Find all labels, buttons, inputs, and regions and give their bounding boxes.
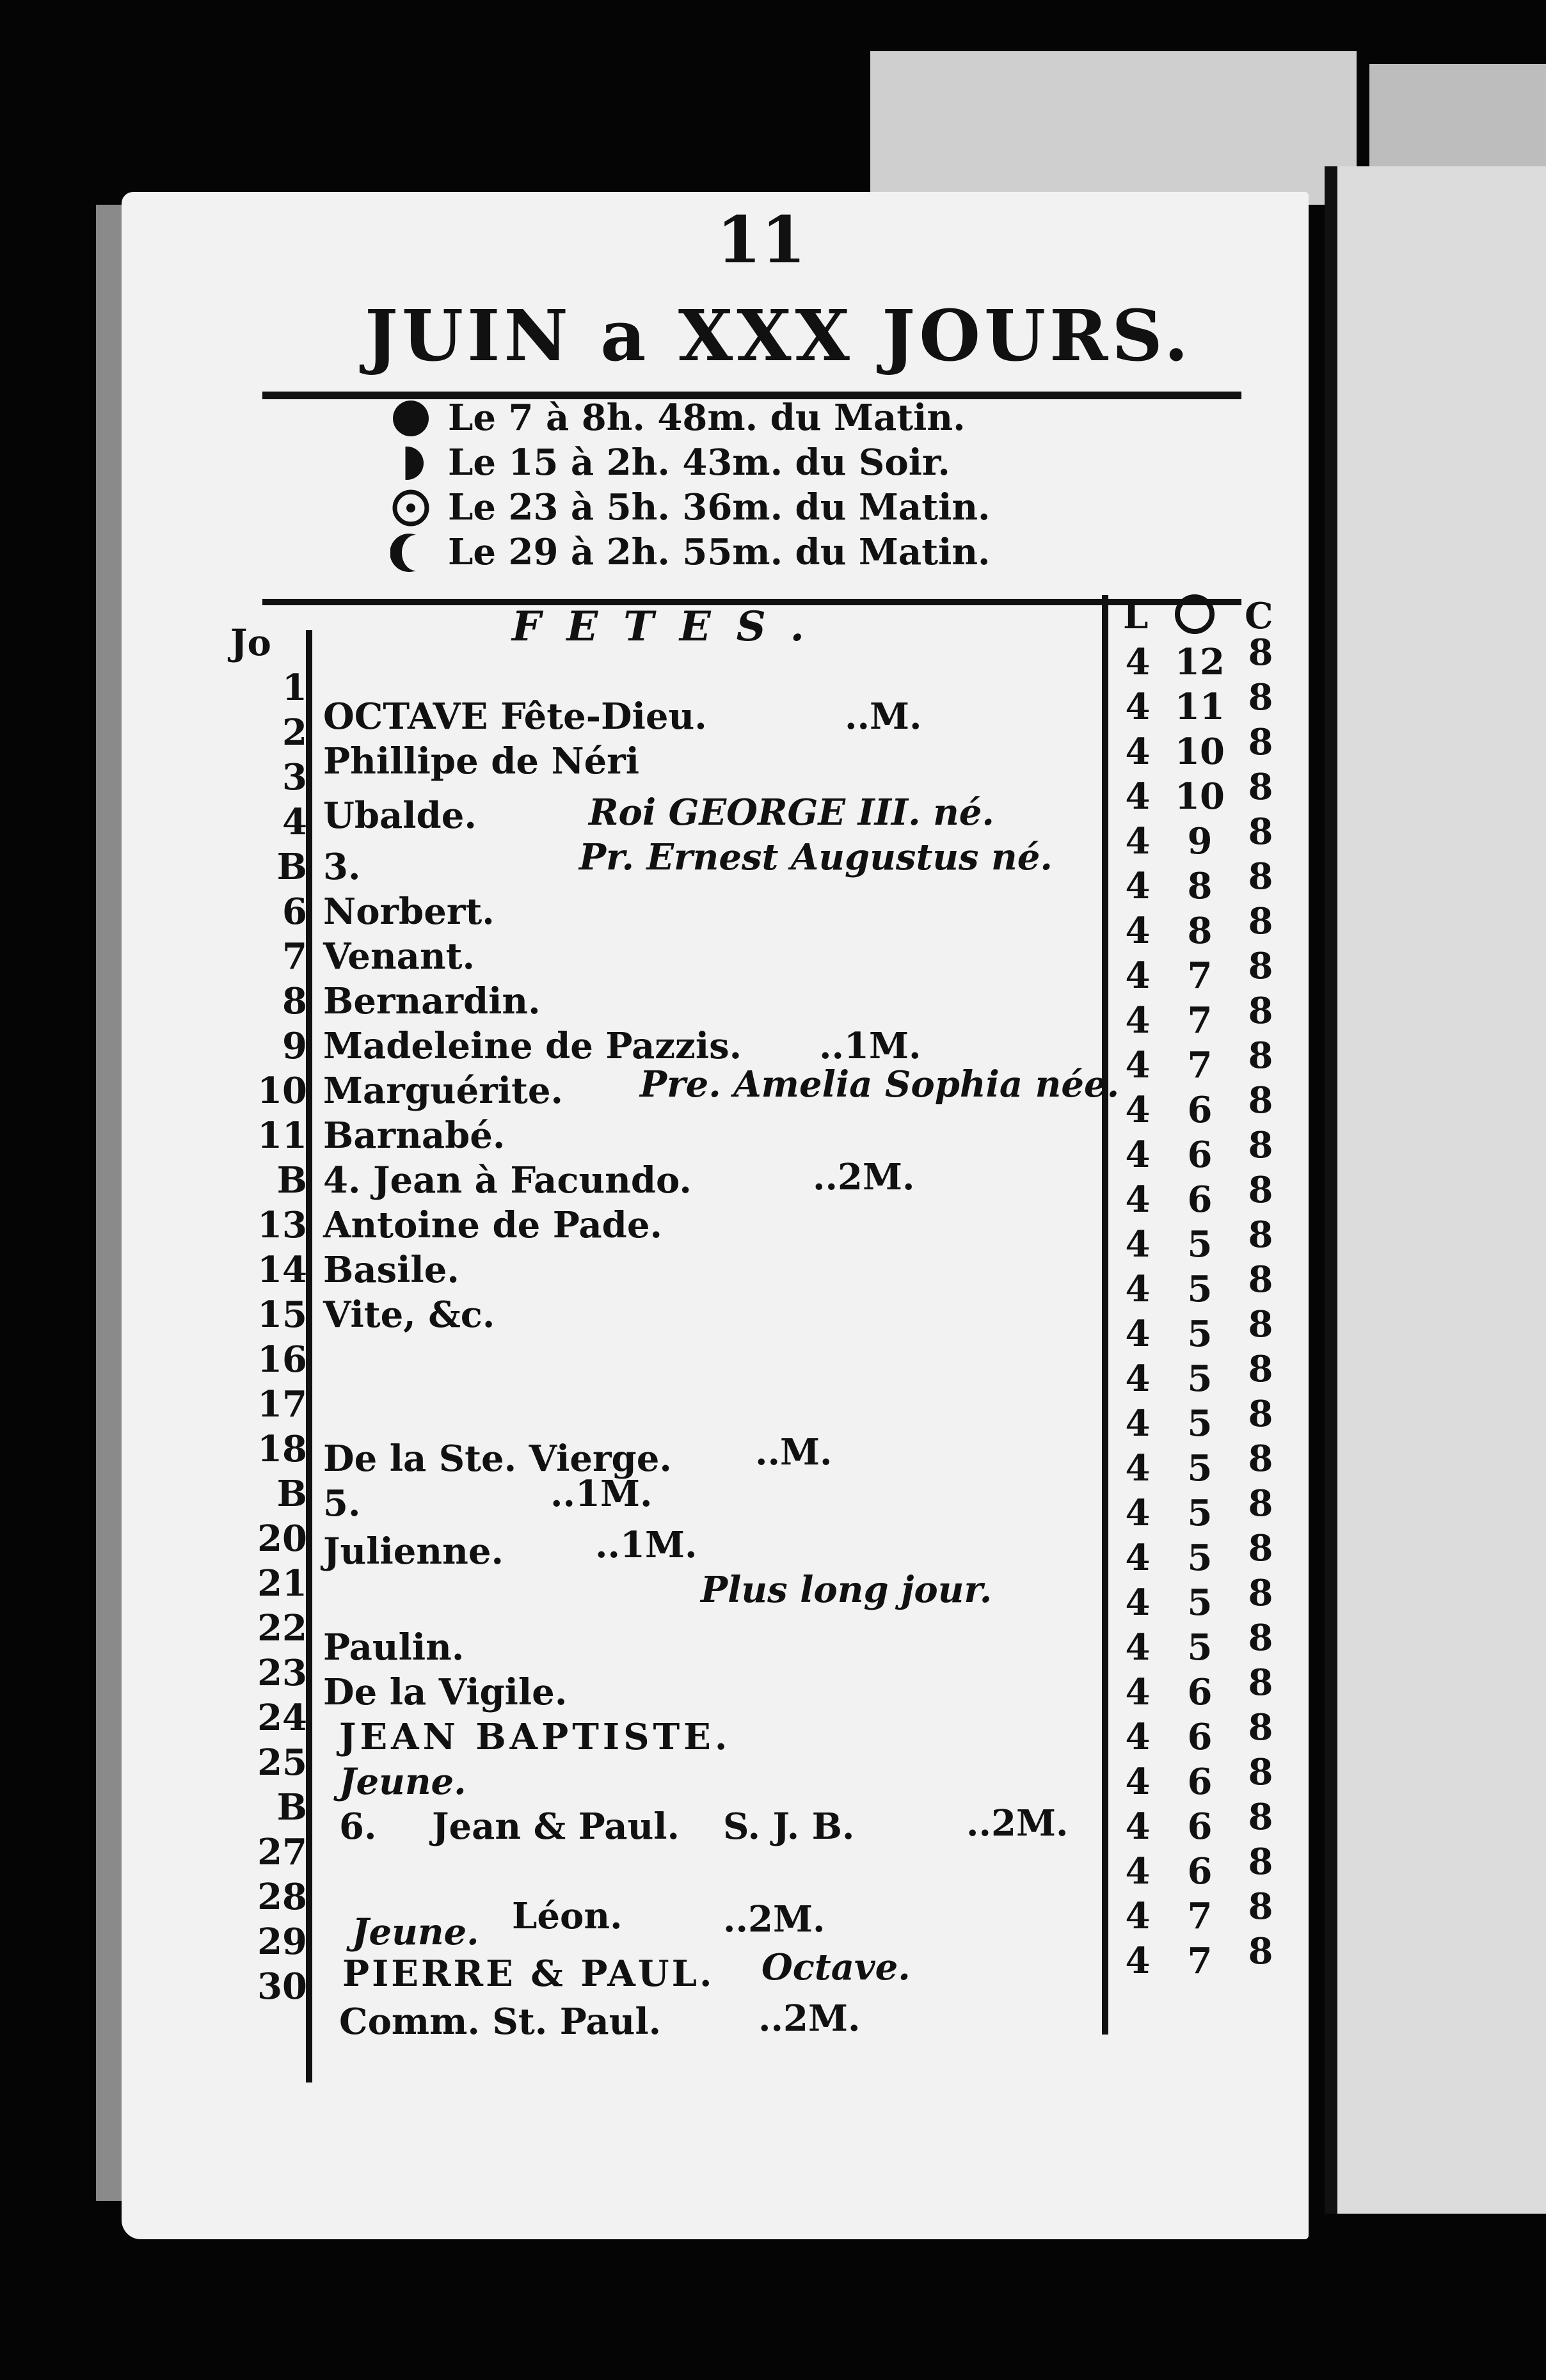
l-value: 4 [1125, 1761, 1151, 1803]
c-value: 8 [1248, 1258, 1273, 1301]
day-number: 27 [257, 1831, 307, 1873]
sun-value: 7 [1187, 1044, 1213, 1086]
day-number: 10 [257, 1070, 307, 1112]
l-value: 4 [1125, 1313, 1151, 1355]
l-value: 4 [1125, 775, 1151, 818]
fete-entry: Phillipe de Néri [323, 740, 640, 782]
mass-note: ..2M. [813, 1156, 915, 1198]
sun-value: 5 [1187, 1358, 1213, 1400]
sun-value: 7 [1187, 1940, 1213, 1982]
moon-phase-text: Le 7 à 8h. 48m. du Matin. [448, 397, 966, 439]
fete-entry: Julienne. [323, 1530, 504, 1573]
facing-page-edge [1337, 166, 1546, 2214]
sun-value: 5 [1187, 1313, 1213, 1355]
day-number: 7 [282, 935, 307, 978]
fete-entry: De la Ste. Vierge. [323, 1438, 672, 1480]
c-value: 8 [1248, 1169, 1273, 1211]
fast-note: Jeune. [339, 1761, 466, 1803]
sunday-number: 3. [323, 846, 361, 888]
l-value: 4 [1125, 1044, 1151, 1086]
day-number: 16 [257, 1338, 307, 1381]
day-number: 1 [282, 667, 307, 709]
sun-value: 7 [1187, 999, 1213, 1042]
day-number: 23 [257, 1652, 307, 1694]
l-value: 4 [1125, 1805, 1151, 1848]
c-value: 8 [1248, 900, 1273, 942]
l-value: 4 [1125, 1178, 1151, 1221]
royal-note: Pr. Ernest Augustus né. [579, 836, 1053, 878]
day-number: 4 [282, 801, 307, 843]
day-number: 18 [257, 1428, 307, 1470]
day-number: 11 [257, 1115, 307, 1157]
l-value: 4 [1125, 1895, 1151, 1937]
day-number: B [276, 1786, 307, 1829]
last-quarter-icon [390, 532, 431, 573]
c-column-header: C [1245, 595, 1273, 637]
first-quarter-icon [390, 443, 431, 484]
sun-value: 5 [1187, 1447, 1213, 1489]
sun-value: 5 [1187, 1626, 1213, 1669]
c-value: 8 [1248, 676, 1273, 718]
c-value: 8 [1248, 1572, 1273, 1614]
l-value: 4 [1125, 1358, 1151, 1400]
day-number: 30 [257, 1965, 307, 2008]
sun-icon [1172, 592, 1217, 637]
sun-value: 12 [1175, 641, 1225, 683]
fete-entry: Bernardin. [323, 980, 541, 1022]
day-number: 29 [257, 1921, 307, 1963]
sun-value: 9 [1187, 820, 1213, 862]
day-number: 15 [257, 1294, 307, 1336]
day-number: 20 [257, 1518, 307, 1560]
fete-entry: 4. Jean à Facundo. [323, 1159, 692, 1202]
c-value: 8 [1248, 945, 1273, 987]
fast-note: Jeune. [352, 1911, 479, 1953]
l-value: 4 [1125, 1716, 1151, 1758]
l-value: 4 [1125, 999, 1151, 1042]
sun-value: 5 [1187, 1492, 1213, 1534]
sun-value: 5 [1187, 1537, 1213, 1579]
royal-note: Pre. Amelia Sophia née. [640, 1063, 1120, 1106]
page-number: 11 [717, 202, 806, 278]
fete-note: S. J. B. [723, 1805, 855, 1848]
c-value: 8 [1248, 1035, 1273, 1077]
l-value: 4 [1125, 1089, 1151, 1131]
moon-phase-row [448, 395, 1088, 440]
day-number: 14 [257, 1249, 307, 1291]
l-value: 4 [1125, 1537, 1151, 1579]
fete-entry: Madeleine de Pazzis. [323, 1025, 742, 1067]
c-value: 8 [1248, 1303, 1273, 1345]
l-value: 4 [1125, 955, 1151, 997]
fete-entry: Léon. [512, 1895, 623, 1937]
l-value: 4 [1125, 1671, 1151, 1713]
day-number: 25 [257, 1741, 307, 1784]
sun-value: 5 [1187, 1223, 1213, 1265]
moon-phase-text: Le 23 à 5h. 36m. du Matin. [448, 486, 991, 528]
c-value: 8 [1248, 1214, 1273, 1256]
full-moon-icon [390, 488, 431, 528]
l-value: 4 [1125, 1940, 1151, 1982]
sun-value: 8 [1187, 865, 1213, 907]
l-value: 4 [1125, 641, 1151, 683]
day-column-header: Jo [230, 622, 271, 664]
mass-note: ..2M. [966, 1802, 1069, 1844]
c-value: 8 [1248, 1393, 1273, 1435]
l-value: 4 [1125, 1134, 1151, 1176]
c-value: 8 [1248, 1079, 1273, 1122]
fete-entry: Antoine de Pade. [323, 1204, 662, 1246]
l-value: 4 [1125, 731, 1151, 773]
fete-entry: Ubalde. [323, 795, 477, 837]
l-value: 4 [1125, 1850, 1151, 1892]
sun-value: 6 [1187, 1089, 1213, 1131]
c-value: 8 [1248, 1751, 1273, 1793]
sun-value: 10 [1175, 731, 1225, 773]
sunday-number: 5. [323, 1482, 361, 1525]
day-number: B [276, 1473, 307, 1515]
c-value: 8 [1248, 1482, 1273, 1525]
moon-phase-text: Le 15 à 2h. 43m. du Soir. [448, 441, 950, 484]
moon-phase-text: Le 29 à 2h. 55m. du Matin. [448, 531, 991, 573]
royal-note: Roi GEORGE III. né. [589, 791, 994, 834]
l-value: 4 [1125, 686, 1151, 728]
new-moon-icon [390, 398, 431, 439]
c-value: 8 [1248, 631, 1273, 674]
day-number: 24 [257, 1697, 307, 1739]
day-number: 13 [257, 1204, 307, 1246]
l-value: 4 [1125, 1223, 1151, 1265]
l-value: 4 [1125, 865, 1151, 907]
fete-entry: OCTAVE Fête-Dieu. [323, 695, 707, 738]
day-number: 8 [282, 980, 307, 1022]
torn-page-fragment [870, 51, 1357, 205]
mass-note: ..1M. [819, 1025, 921, 1067]
mass-note: ..1M. [595, 1524, 697, 1566]
mass-note: ..1M. [550, 1473, 653, 1515]
sun-value: 11 [1175, 686, 1225, 728]
sun-value: 6 [1187, 1671, 1213, 1713]
sun-value: 5 [1187, 1402, 1213, 1445]
fete-entry: Marguérite. [323, 1070, 564, 1112]
mass-note: ..2M. [758, 1997, 861, 2040]
l-column-header: L [1123, 595, 1149, 637]
fete-entry: Basile. [323, 1249, 459, 1291]
l-value: 4 [1125, 1626, 1151, 1669]
c-value: 8 [1248, 1617, 1273, 1659]
l-value: 4 [1125, 1268, 1151, 1310]
sun-value: 6 [1187, 1716, 1213, 1758]
fete-entry: PIERRE & PAUL. [342, 1953, 715, 1995]
fete-entry: Jean & Paul. [432, 1805, 680, 1848]
day-number: 17 [257, 1383, 307, 1425]
c-value: 8 [1248, 1841, 1273, 1883]
l-value: 4 [1125, 1582, 1151, 1624]
l-value: 4 [1125, 1447, 1151, 1489]
sun-value: 5 [1187, 1582, 1213, 1624]
fete-entry: Vite, &c. [323, 1294, 495, 1336]
moon-phase-row [448, 530, 1088, 575]
c-value: 8 [1248, 811, 1273, 853]
solstice-note: Plus long jour. [701, 1569, 992, 1611]
sun-value: 6 [1187, 1761, 1213, 1803]
fete-entry: Norbert. [323, 891, 495, 933]
c-value: 8 [1248, 855, 1273, 898]
l-value: 4 [1125, 1402, 1151, 1445]
fetes-column-header: FETES. [512, 603, 830, 651]
sun-value: 8 [1187, 910, 1213, 952]
mass-note: ..M. [755, 1431, 833, 1473]
fete-entry: JEAN BAPTISTE. [339, 1716, 731, 1758]
day-number: B [276, 846, 307, 888]
l-value: 4 [1125, 910, 1151, 952]
month-title: JUIN a XXX JOURS. [365, 294, 1193, 377]
c-value: 8 [1248, 1527, 1273, 1569]
day-number: 21 [257, 1562, 307, 1605]
sun-value: 6 [1187, 1134, 1213, 1176]
sun-value: 6 [1187, 1805, 1213, 1848]
c-value: 8 [1248, 1662, 1273, 1704]
day-number: 3 [282, 756, 307, 798]
c-value: 8 [1248, 1706, 1273, 1749]
day-number: 28 [257, 1876, 307, 1918]
c-value: 8 [1248, 990, 1273, 1032]
mass-note: ..2M. [723, 1898, 825, 1940]
c-value: 8 [1248, 1348, 1273, 1390]
column-rule-right [1102, 595, 1108, 2035]
fete-entry: Paulin. [323, 1626, 465, 1669]
mass-note: ..M. [845, 695, 922, 738]
l-value: 4 [1125, 1492, 1151, 1534]
fete-entry: De la Vigile. [323, 1671, 568, 1713]
fete-entry: Venant. [323, 935, 475, 978]
c-value: 8 [1248, 1885, 1273, 1928]
fete-entry: Barnabé. [323, 1115, 506, 1157]
day-number: 6 [282, 891, 307, 933]
sun-value: 7 [1187, 1895, 1213, 1937]
sun-value: 6 [1187, 1178, 1213, 1221]
l-value: 4 [1125, 820, 1151, 862]
octave-note: Octave. [761, 1946, 911, 1988]
c-value: 8 [1248, 766, 1273, 808]
day-number: 2 [282, 711, 307, 754]
day-number: 9 [282, 1025, 307, 1067]
c-value: 8 [1248, 1438, 1273, 1480]
c-value: 8 [1248, 1930, 1273, 1972]
day-number: B [276, 1159, 307, 1202]
c-value: 8 [1248, 1124, 1273, 1166]
sun-value: 10 [1175, 775, 1225, 818]
moon-phase-row [448, 440, 1088, 485]
fete-entry: Comm. St. Paul. [339, 2001, 662, 2043]
moon-phase-row [448, 485, 1088, 530]
day-number: 22 [257, 1607, 307, 1649]
c-value: 8 [1248, 1796, 1273, 1838]
sunday-number: 6. [339, 1805, 377, 1848]
sun-value: 6 [1187, 1850, 1213, 1892]
c-value: 8 [1248, 721, 1273, 763]
sun-value: 7 [1187, 955, 1213, 997]
sun-value: 5 [1187, 1268, 1213, 1310]
torn-page-fragment-right [1369, 64, 1546, 179]
